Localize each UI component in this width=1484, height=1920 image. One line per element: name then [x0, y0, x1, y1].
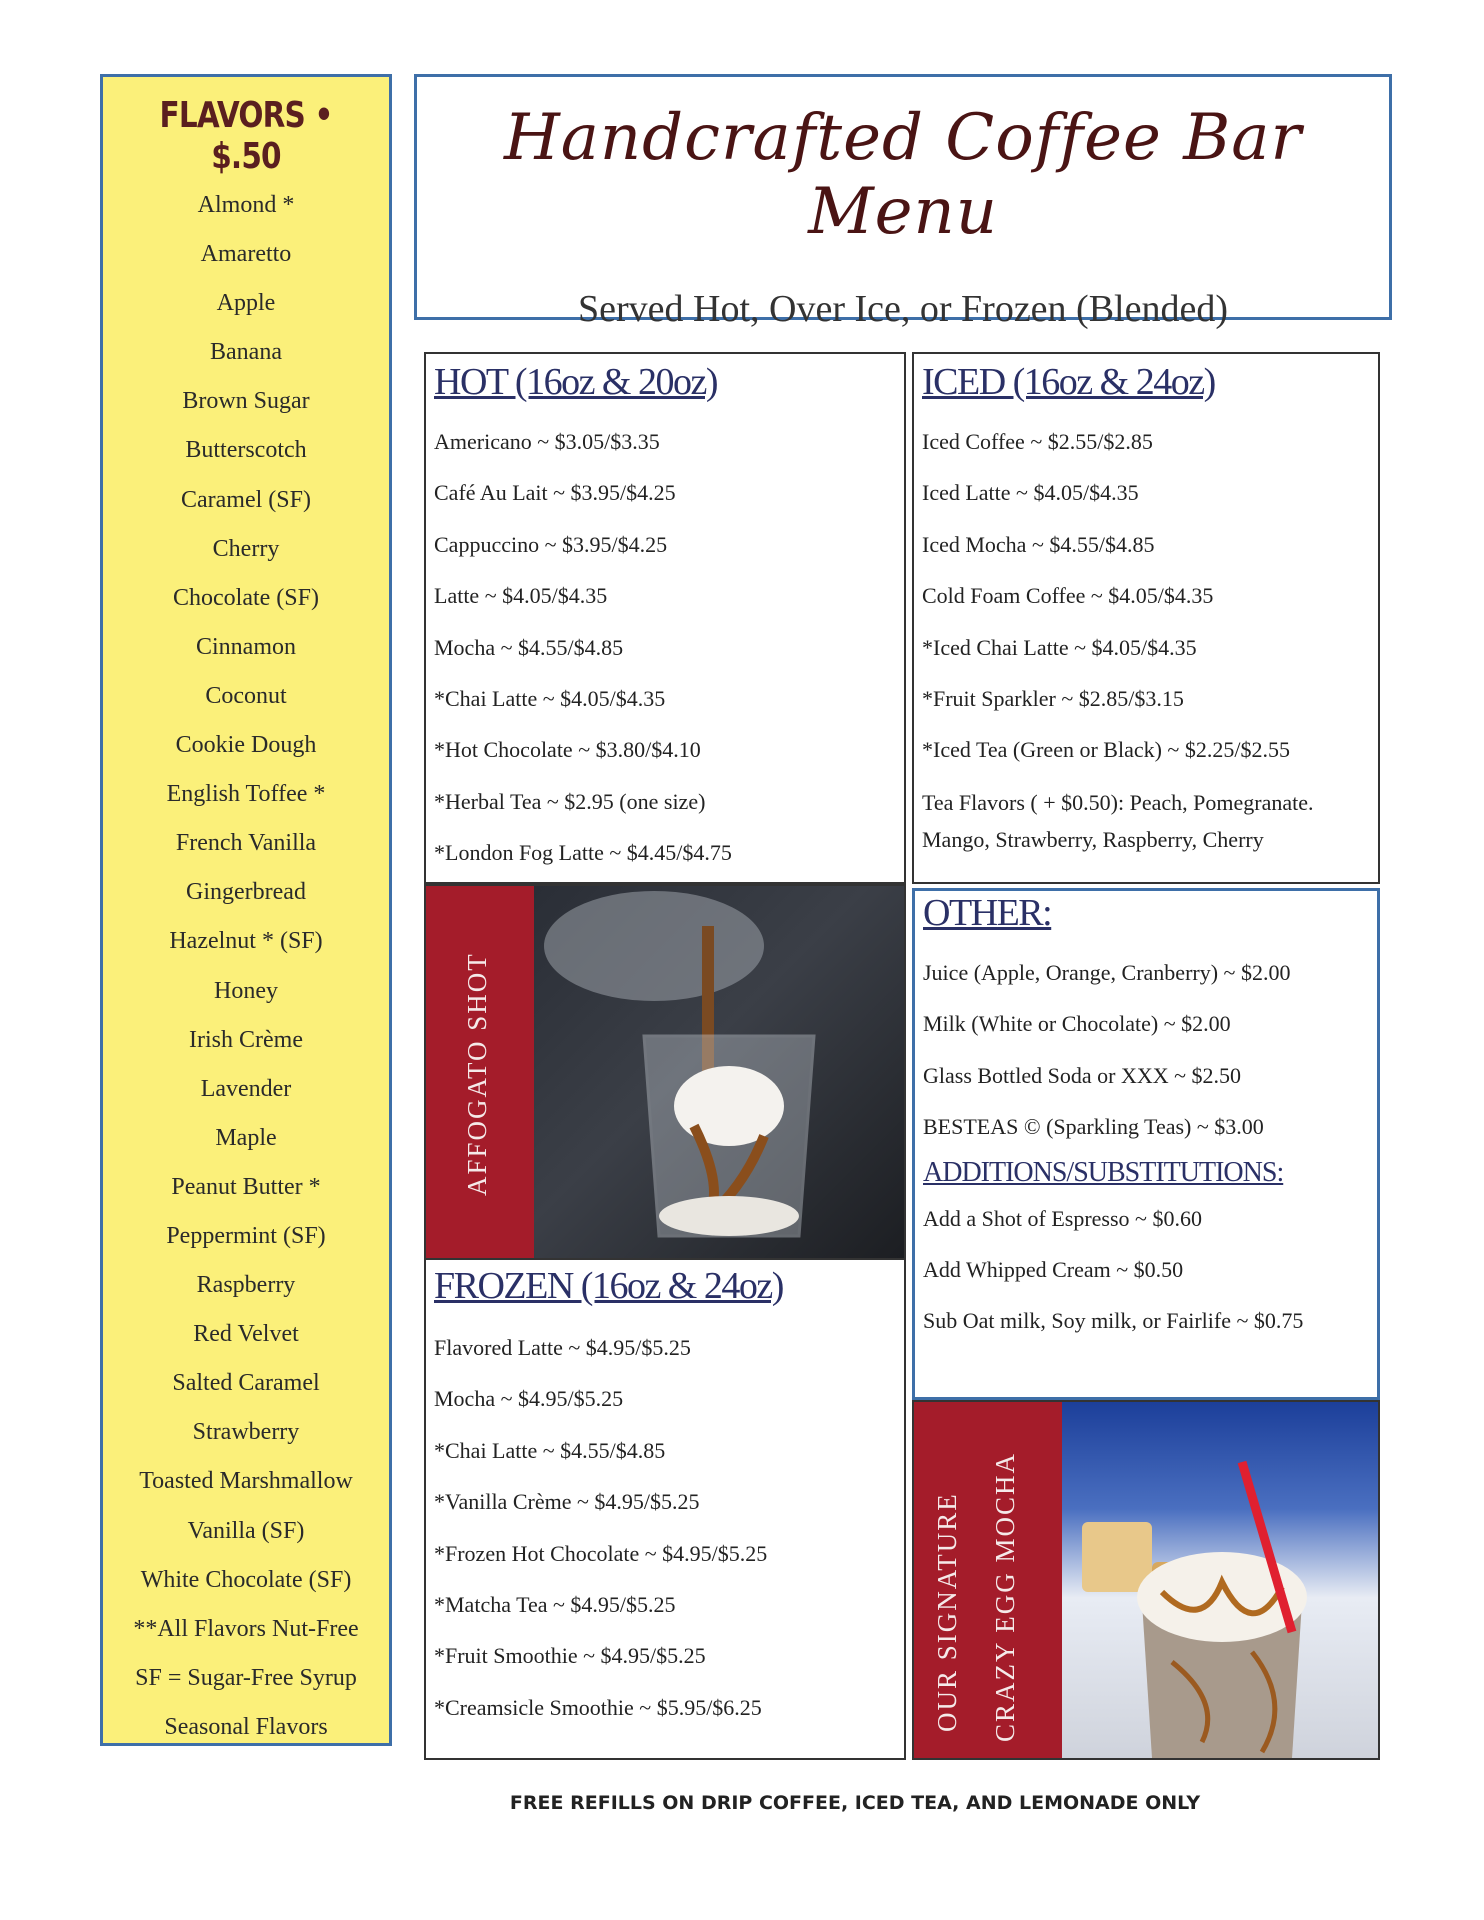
menu-item: Juice (Apple, Orange, Cranberry) ~ $2.00	[923, 960, 1291, 985]
affogato-image-icon	[534, 886, 906, 1258]
menu-item: Mocha ~ $4.95/$5.25	[434, 1386, 624, 1412]
menu-item: *Fruit Smoothie ~ $4.95/$5.25	[434, 1643, 706, 1669]
iced-heading: ICED (16oz & 24oz)	[922, 361, 1215, 403]
menu-item: *Iced Tea (Green or Black) ~ $2.25/$2.55	[922, 737, 1290, 763]
flavor-item: Strawberry	[192, 1419, 300, 1446]
flavor-note: Seasonal Flavors	[164, 1713, 328, 1740]
menu-item: *Fruit Sparkler ~ $2.85/$3.15	[922, 685, 1184, 711]
affogato-label: AFFOGATO SHOT	[462, 952, 492, 1196]
menu-item: *Matcha Tea ~ $4.95/$5.25	[434, 1591, 676, 1617]
additions-heading: ADDITIONS/SUBSTITUTIONS:	[923, 1156, 1284, 1188]
flavor-item: Chocolate (SF)	[173, 584, 319, 611]
menu-item: *Chai Latte ~ $4.05/$4.35	[434, 685, 666, 711]
flavor-note: SF = Sugar-Free Syrup	[135, 1664, 357, 1691]
menu-item: Milk (White or Chocolate) ~ $2.00	[923, 1011, 1231, 1037]
tea-flavors-line-2: Mango, Strawberry, Raspberry, Cherry	[922, 826, 1264, 852]
flavor-item: French Vanilla	[175, 830, 317, 857]
flavor-item: Cherry	[212, 535, 280, 562]
flavor-note: **All Flavors Nut-Free	[133, 1615, 359, 1642]
menu-item: Café Au Lait ~ $3.95/$4.25	[434, 480, 676, 506]
flavor-item: Peanut Butter *	[171, 1173, 321, 1200]
flavor-item: Banana	[210, 339, 282, 366]
footer-note: FREE REFILLS ON DRIP COFFEE, ICED TEA, AND LEMONADE ONLY	[509, 1792, 1201, 1814]
flavor-item: Caramel (SF)	[181, 486, 311, 513]
menu-item: Glass Bottled Soda or XXX ~ $2.50	[923, 1062, 1242, 1088]
flavor-item: Cookie Dough	[175, 732, 317, 759]
flavor-item: Red Velvet	[193, 1321, 299, 1348]
menu-item: BESTEAS © (Sparkling Teas) ~ $3.00	[923, 1114, 1264, 1140]
signature-promo	[912, 1400, 1380, 1760]
other-heading: OTHER:	[923, 892, 1052, 934]
menu-item: *London Fog Latte ~ $4.45/$4.75	[434, 840, 732, 866]
signature-label-line-2: CRAZY EGG MOCHA	[990, 1451, 1020, 1742]
iced-section	[912, 352, 1380, 884]
signature-label-line-1: OUR SIGNATURE	[932, 1492, 962, 1732]
addition-item: Add a Shot of Espresso ~ $0.60	[923, 1205, 1202, 1231]
flavor-item: Irish Crème	[189, 1026, 303, 1053]
flavors-panel	[100, 74, 392, 1746]
flavor-item: Gingerbread	[186, 879, 306, 906]
flavor-item: Hazelnut * (SF)	[169, 928, 323, 955]
flavor-item: Peppermint (SF)	[166, 1222, 326, 1249]
addition-item: Sub Oat milk, Soy milk, or Fairlife ~ $0.75	[923, 1308, 1304, 1334]
flavor-item: Toasted Marshmallow	[139, 1468, 353, 1495]
hot-section	[424, 352, 906, 884]
menu-header	[414, 74, 1392, 330]
mocha-photo	[1062, 1402, 1378, 1758]
menu-item: *Hot Chocolate ~ $3.80/$4.10	[434, 737, 701, 763]
menu-item: Iced Latte ~ $4.05/$4.35	[922, 480, 1139, 506]
affogato-promo	[424, 884, 906, 1260]
menu-title: Handcrafted Coffee Bar Menu	[503, 101, 1303, 249]
menu-item: *Creamsicle Smoothie ~ $5.95/$6.25	[434, 1694, 762, 1720]
flavor-item: Almond *	[197, 192, 295, 218]
menu-subtitle: Served Hot, Over Ice, or Frozen (Blended)	[578, 288, 1228, 330]
flavors-list	[103, 181, 389, 1752]
menu-item: *Vanilla Crème ~ $4.95/$5.25	[434, 1489, 700, 1515]
signature-label-band	[914, 1402, 1062, 1758]
menu-item: Cold Foam Coffee ~ $4.05/$4.35	[922, 583, 1214, 609]
menu-item: Iced Mocha ~ $4.55/$4.85	[922, 531, 1155, 557]
flavor-item: Vanilla (SF)	[187, 1517, 305, 1544]
flavor-item: Brown Sugar	[182, 388, 310, 415]
affogato-photo	[534, 886, 904, 1258]
flavor-item: Lavender	[200, 1075, 292, 1102]
frozen-heading: FROZEN (16oz & 24oz)	[434, 1265, 783, 1307]
flavor-item: Butterscotch	[185, 437, 307, 464]
menu-item: *Chai Latte ~ $4.55/$4.85	[434, 1437, 666, 1463]
flavor-item: Salted Caramel	[172, 1370, 320, 1397]
menu-item: Flavored Latte ~ $4.95/$5.25	[434, 1335, 691, 1360]
tea-flavors-line-1: Tea Flavors ( + $0.50): Peach, Pomegranate.	[922, 789, 1314, 815]
menu-item: *Herbal Tea ~ $2.95 (one size)	[434, 788, 706, 814]
flavors-heading: FLAVORS • $.50	[159, 95, 333, 177]
flavor-item: Amaretto	[200, 241, 292, 268]
mocha-image-icon	[1062, 1402, 1378, 1758]
other-section	[912, 888, 1380, 1400]
hot-heading: HOT (16oz & 20oz)	[434, 361, 718, 403]
flavor-item: English Toffee *	[166, 781, 326, 808]
flavor-item: Coconut	[205, 682, 287, 709]
tea-flavors	[922, 784, 1370, 858]
menu-item: *Frozen Hot Chocolate ~ $4.95/$5.25	[434, 1540, 768, 1566]
flavor-item: Apple	[216, 290, 276, 317]
flavor-item: Raspberry	[196, 1272, 296, 1299]
menu-item: Cappuccino ~ $3.95/$4.25	[434, 531, 668, 557]
flavor-item: Cinnamon	[196, 633, 296, 660]
menu-item: Iced Coffee ~ $2.55/$2.85	[922, 429, 1153, 454]
frozen-section	[424, 1260, 906, 1760]
flavor-item: Honey	[214, 977, 278, 1004]
affogato-label-band	[426, 886, 534, 1258]
flavor-item: White Chocolate (SF)	[140, 1566, 352, 1593]
menu-item: Mocha ~ $4.55/$4.85	[434, 634, 624, 660]
flavor-item: Maple	[215, 1124, 277, 1151]
menu-item: Americano ~ $3.05/$3.35	[434, 429, 660, 454]
menu-item: Latte ~ $4.05/$4.35	[434, 583, 608, 609]
menu-item: *Iced Chai Latte ~ $4.05/$4.35	[922, 634, 1197, 660]
addition-item: Add Whipped Cream ~ $0.50	[923, 1256, 1184, 1282]
